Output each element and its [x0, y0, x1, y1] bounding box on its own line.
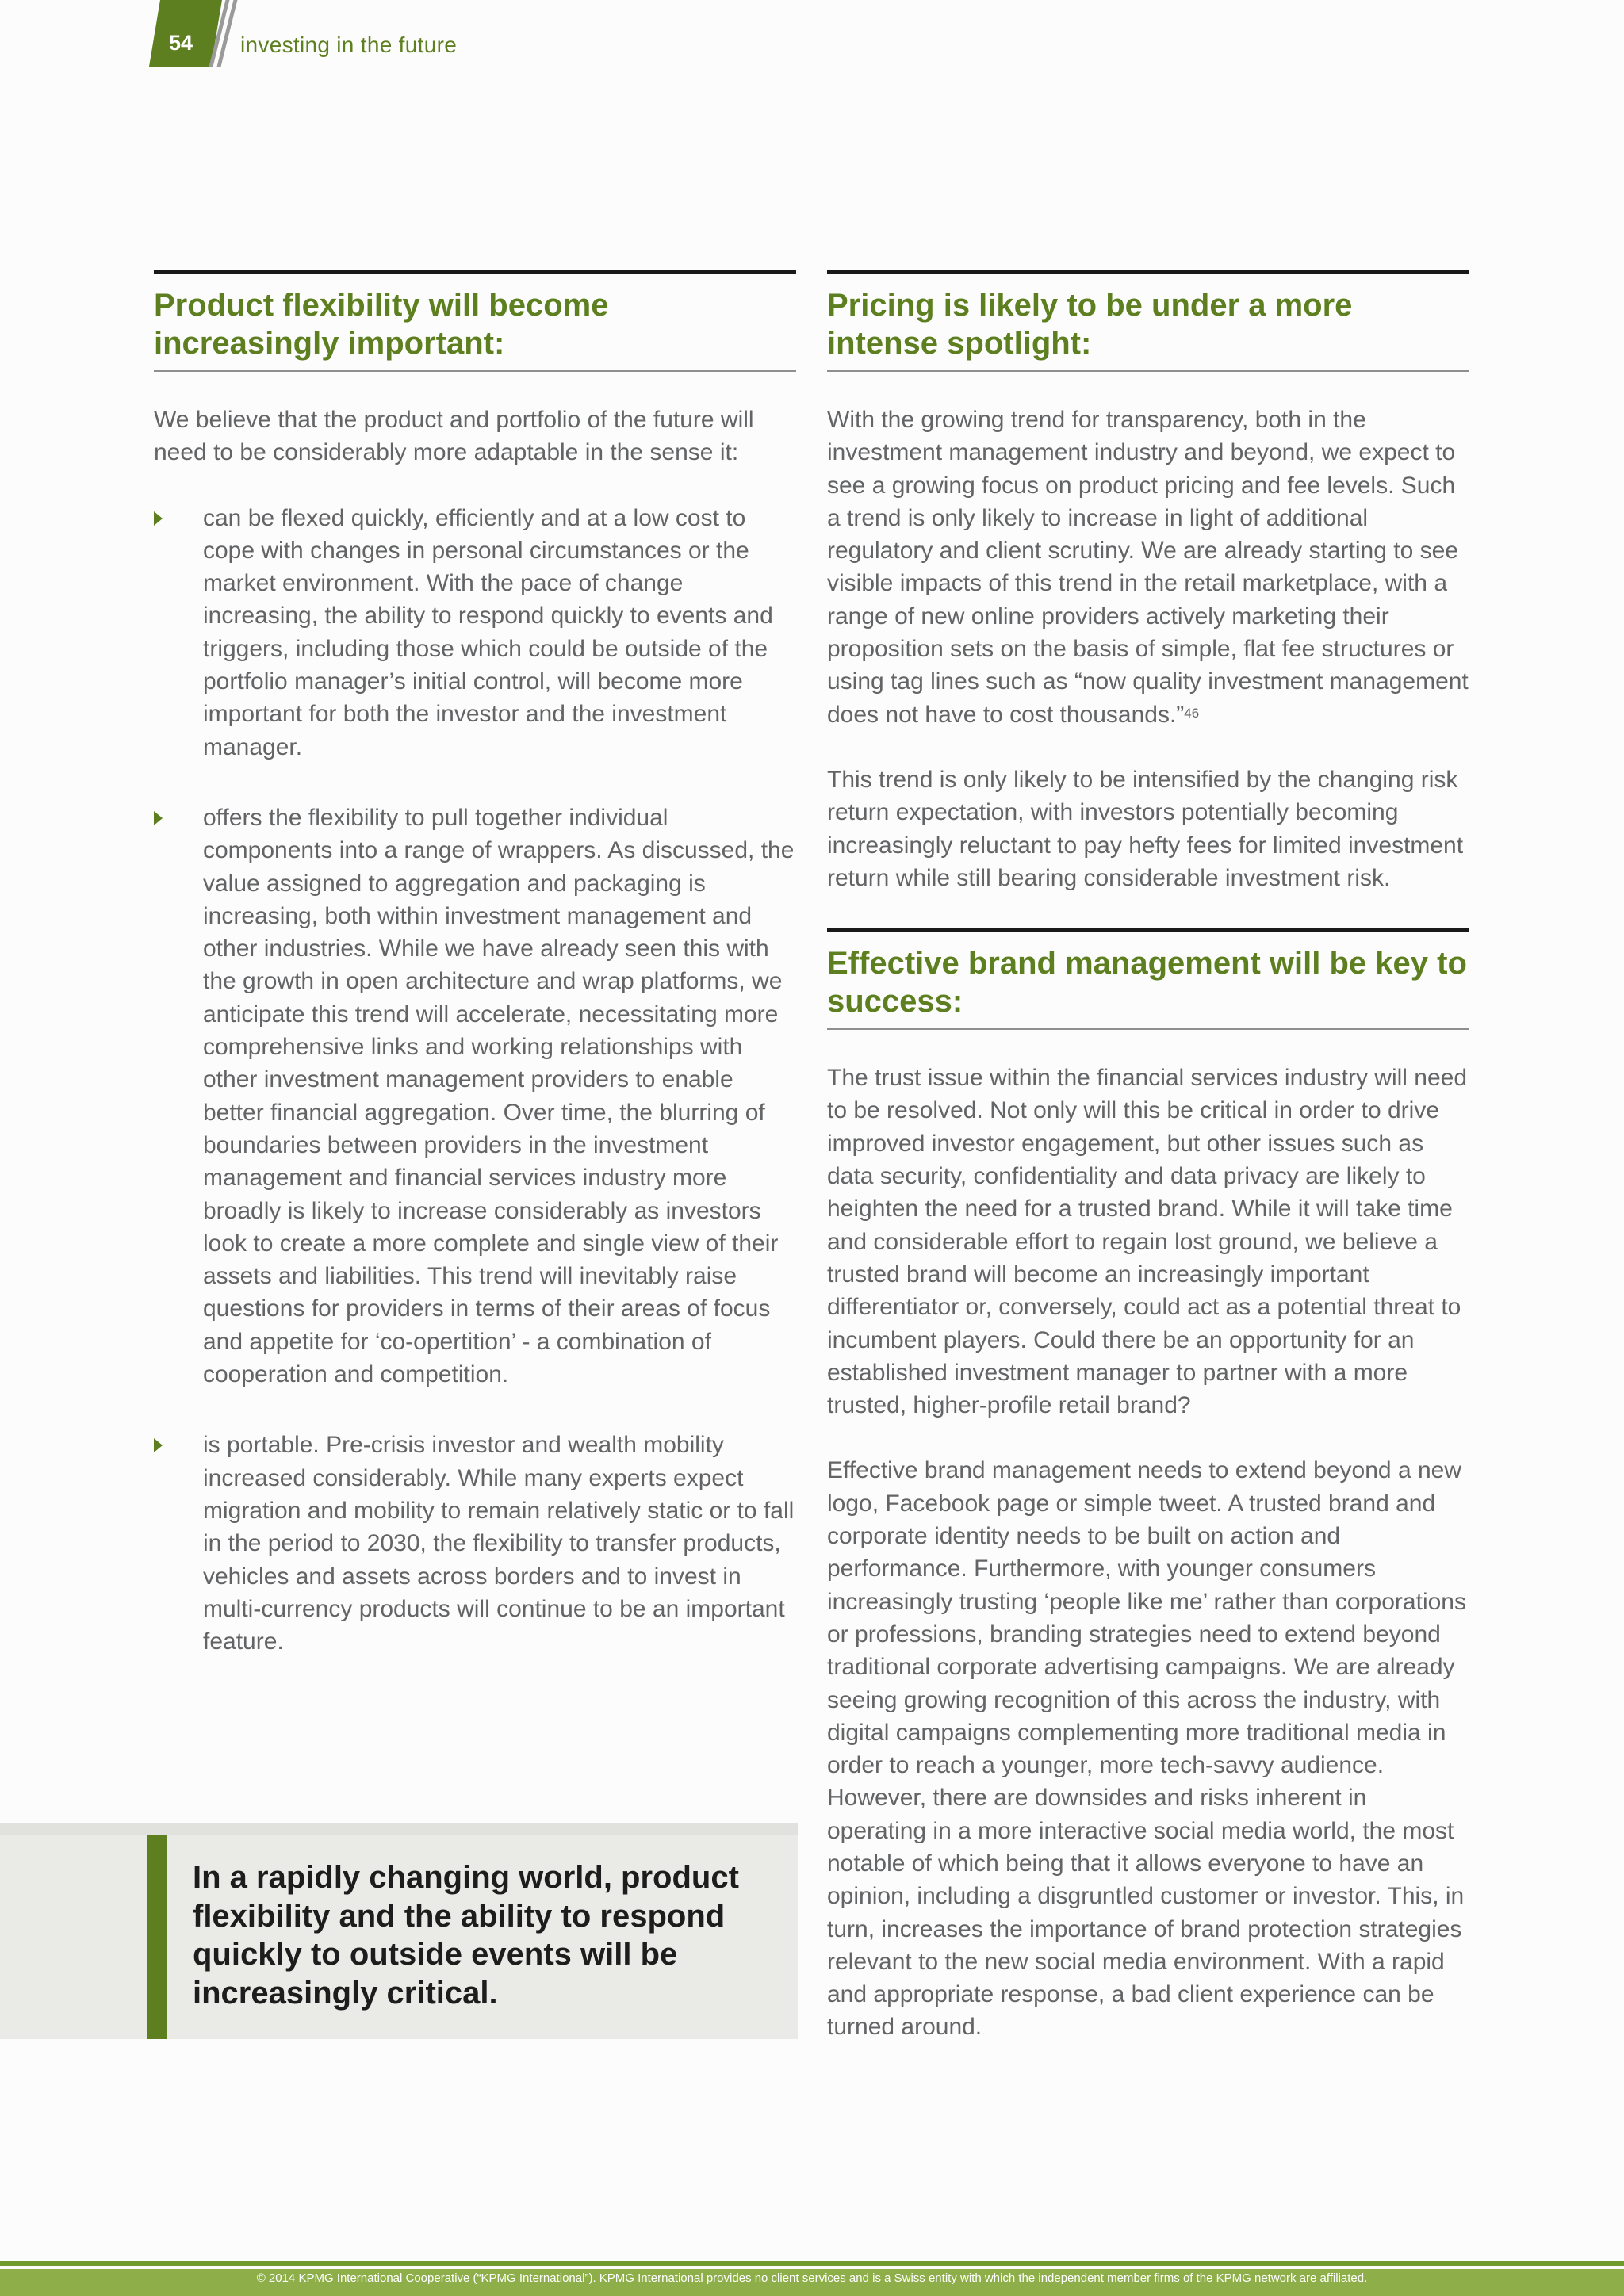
brand-paragraph-1: The trust issue within the financial services industry will need to be resolved. Not only will this be critical in order to drive improved investor engagement, but other issues such as data security, confidentiality and data privacy are likely to heighten the need for a trusted brand. While it will take time and considerable effort to regain lost ground, we believe a trusted brand will become an increasingly important differentiator or, conversely, could act as a potential threat to incumbent players. Could there be an opportunity for an established investment manager to partner with a more trusted, higher-profile retail brand? [827, 1065, 1468, 1419]
section-title: investing in the future [240, 33, 458, 57]
pull-quote: In a rapidly changing world, product flexibility and the ability to respond quickly to outside events will be increasingly critical. [193, 1860, 739, 2011]
flexibility-bullet-list [154, 502, 796, 1659]
list-item [154, 1429, 796, 1658]
product-flexibility-section [154, 270, 796, 1658]
heading-rule-bottom [827, 370, 1469, 372]
pricing-section [827, 270, 1469, 894]
heading-rule-bottom [827, 1028, 1469, 1030]
bullet-text: offers the flexibility to pull together individual components into a range of wrappers. As discussed, the value assigned to aggregation and packaging is increasing, both within investment management and other industries. While we have already seen this with the growth in open architecture and wrap platforms, we anticipate this trend will accelerate, necessitating more comprehensive links and working relationships with other investment management providers to enable better financial aggregation. Over time, the blurring of boundaries between providers in the investment management and financial services industry more broadly is likely to increase considerably as investors look to create a more complete and single view of their assets and liabilities. This trend will inevitably raise questions for providers in terms of their areas of focus and appetite for ‘co-opertition’ - a combination of cooperation and competition. [203, 804, 795, 1388]
footnote-ref: 46 [1184, 705, 1200, 721]
right-column [827, 270, 1469, 2044]
page-number: 54 [168, 31, 193, 55]
bullet-text: can be flexed quickly, efficiently and at a low cost to cope with changes in personal circumstances or the market environment. With the pace of change increasing, the ability to respond quickly to events and triggers, including those which could be outside of the portfolio manager’s initial control, will become more important for both the investor and the investment manager. [203, 504, 773, 760]
footer-rule [0, 2261, 1624, 2266]
pricing-paragraph-2: This trend is only likely to be intensified by the changing risk return expectation, with investors potentially becoming increasingly reluctant to pay hefty fees for limited investment return while still bearing considerable investment risk. [827, 766, 1464, 891]
brand-heading: Effective brand management will be key to success: [827, 946, 1467, 1020]
brand-section [827, 928, 1469, 2044]
bullet-text: is portable. Pre-crisis investor and wealth mobility increased considerably. While many experts expect migration and mobility to remain relatively static or to fall in the period to 2030, the flexibility to transfer products, vehicles and assets across borders and to invest in multi-currency products will continue to be an important feature. [203, 1432, 795, 1655]
bullet-arrow-icon [154, 811, 163, 825]
heading-rule-bottom [154, 370, 796, 372]
list-item [154, 502, 796, 763]
left-column [154, 270, 796, 1658]
footer-copyright: © 2014 KPMG International Cooperative (“KPMG International”). KPMG International provides no client services and is a Swiss entity with which the independent member firms of the KPMG network are affiliated. [256, 2271, 1368, 2285]
pull-quote-accent-bar [147, 1835, 167, 2039]
product-flexibility-heading: Product flexibility will become increasingly important: [154, 288, 609, 361]
list-item [154, 802, 796, 1391]
pull-quote-top-band [0, 1823, 798, 1835]
bullet-arrow-icon [154, 1438, 163, 1452]
brand-paragraph-2: Effective brand management needs to extend beyond a new logo, Facebook page or simple tweet. A trusted brand and corporate identity needs to be built on action and performance. Furthermore, with younger consumers increasingly trusting ‘people like me’ rather than corporations or professions, branding strategies need to extend beyond traditional corporate advertising campaigns. We are already seeing growing recognition of this across the industry, with digital campaigns complementing more traditional media in order to reach a younger, more tech-savvy audience. However, there are downsides and risks inherent in operating in a more interactive social media world, the most notable of which being that it allows everyone to have an opinion, including a disgruntled customer or investor. This, in turn, increases the importance of brand protection strategies relevant to the new social media environment. With a rapid and appropriate response, a bad client experience can be turned around. [827, 1457, 1466, 2041]
pricing-paragraph-1: With the growing trend for transparency, both in the investment management industry and beyond, we expect to see a growing focus on product pricing and fee levels. Such a trend is only likely to increase in light of additional regulatory and client scrutiny. We are already starting to see visible impacts of this trend in the retail marketplace, with a range of new online providers actively marketing their proposition sets on the basis of simple, flat fee structures or using tag lines such as “now quality investment management does not have to cost thousands.”$^{46}$ [827, 407, 1469, 728]
bullet-arrow-icon [154, 511, 163, 526]
intro-paragraph: We believe that the product and portfolio of the future will need to be considerably more adaptable in the sense it: [154, 407, 754, 466]
pricing-heading: Pricing is likely to be under a more intense spotlight: [827, 288, 1353, 361]
